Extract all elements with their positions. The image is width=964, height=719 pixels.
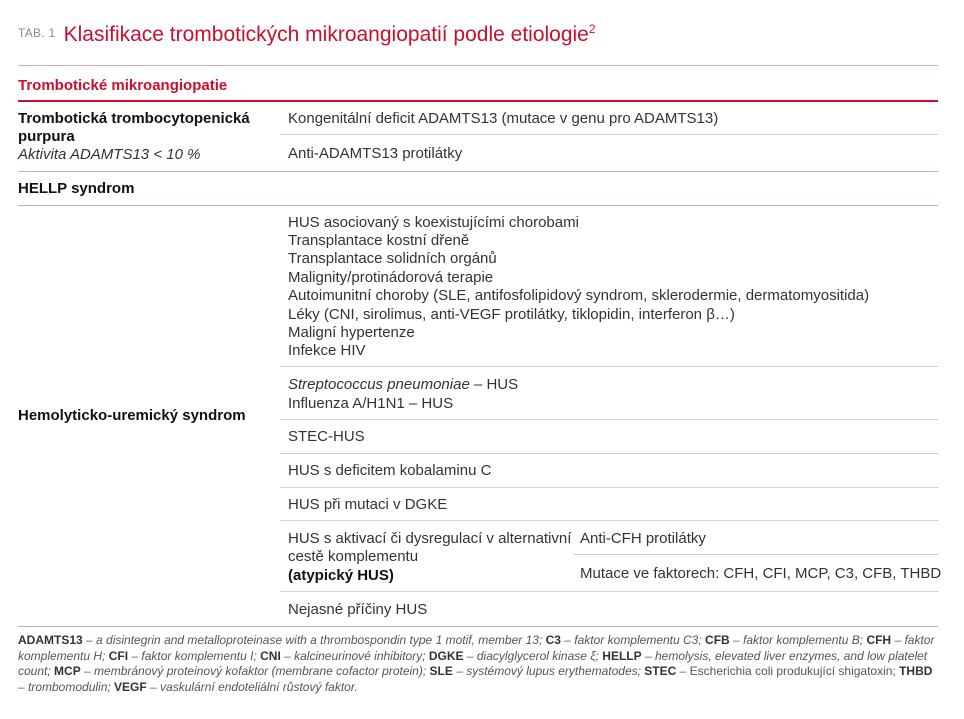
row-divider (280, 134, 938, 135)
hus-associated-item: Maligní hypertenze (288, 324, 415, 341)
footnote-def: – a disintegrin and metalloproteinase with a thrombospondin type 1 motif, member 13; (82, 633, 546, 647)
header-divider (18, 100, 938, 102)
footnote-def: – (676, 664, 690, 679)
footnote-def: – kalcineurinové inhibitory; (280, 648, 429, 663)
footnote-def: – trombomodulin; (18, 679, 115, 694)
footnote (18, 633, 940, 695)
hus-strep-suffix: – HUS (469, 376, 519, 393)
hus-complement-line1: HUS s aktivací či dysregulací v alternativní (288, 530, 572, 547)
ttp-cause-antibodies: Anti-ADAMTS13 protilátky (288, 145, 463, 162)
hus-complement-sub-mutations: Mutace ve faktorech: CFH, CFI, MCP, C3, CFB, THBD (580, 565, 942, 582)
row-divider (280, 419, 938, 420)
row-divider (280, 366, 938, 367)
row-divider (280, 591, 938, 592)
hus-stec: STEC-HUS (288, 428, 365, 445)
hus-associated-item: Léky (CNI, sirolimus, anti-VEGF protilátky, tiklopidin, interferon β…) (288, 306, 735, 323)
row-divider (18, 171, 938, 172)
footnote-def: – diacylglycerol kinase ξ; (463, 648, 603, 663)
table-title-text: Klasifikace trombotických mikroangiopatií podle etiologie (63, 23, 589, 46)
footnote-abbr: VEGF (114, 679, 147, 694)
hus-associated-item: Transplantace kostní dřeně (288, 232, 470, 249)
footnote-abbr: STEC (644, 664, 677, 679)
hus-unknown: Nejasné příčiny HUS (288, 601, 428, 618)
ttp-name-line1: Trombotická trombocytopenická (18, 110, 250, 127)
reference-mark: 2 (588, 22, 596, 36)
footnote-def: – faktor komplementu I; (128, 648, 261, 663)
hus-associated-item: Infekce HIV (288, 342, 366, 359)
footnote-abbr: C3 (545, 633, 561, 647)
footnote-abbr: CFB (705, 633, 730, 647)
table-bottom-rule (18, 626, 938, 627)
ttp-note: Aktivita ADAMTS13 < 10 % (18, 146, 201, 163)
hus-streptococcus (288, 376, 518, 395)
hus-associated-item: Transplantace solidních orgánů (288, 250, 497, 267)
footnote-abbr: DGKE (428, 648, 464, 663)
divider (18, 65, 938, 66)
hus-cobalamin: HUS s deficitem kobalaminu C (288, 462, 492, 479)
row-divider (18, 205, 938, 206)
ttp-cause-congenital: Kongenitální deficit ADAMTS13 (mutace v genu pro ADAMTS13) (288, 110, 719, 127)
footnote-def: – faktor komplementu C3; (560, 633, 706, 647)
hus-strep-organism: Streptococcus pneumoniae (288, 376, 470, 393)
hellp-name: HELLP syndrom (18, 180, 135, 197)
footnote-abbr: THBD (899, 664, 933, 679)
row-divider (280, 453, 938, 454)
hus-complement-atypical: (atypický HUS) (288, 567, 394, 584)
footnote-def: – systémový lupus erythematodes; (452, 664, 645, 679)
hus-influenza: Influenza A/H1N1 – HUS (288, 395, 454, 412)
hus-complement-sub-antibodies: Anti-CFH protilátky (580, 530, 706, 547)
footnote-def: – membránový proteinový kofaktor (membrane cofactor protein); (80, 664, 430, 679)
footnote-abbr: HELLP (602, 648, 642, 663)
footnote-def: – vaskulární endoteliální růstový faktor. (146, 679, 358, 694)
ttp-name-line2: purpura (18, 128, 75, 145)
table-title (64, 23, 596, 46)
row-divider (574, 554, 938, 555)
table-number: TAB. 1 (18, 26, 56, 40)
hus-associated-item: Autoimunitní choroby (SLE, antifosfolipidový syndrom, sklerodermie, dermatomyositida) (288, 287, 870, 304)
hus-name: Hemolyticko-uremický syndrom (18, 407, 246, 424)
footnote-abbr: CFI (108, 648, 129, 663)
footnote-abbr: CNI (260, 648, 281, 663)
hus-dgke: HUS při mutaci v DGKE (288, 496, 448, 513)
footnote-abbr: MCP (54, 664, 81, 679)
row-divider (280, 487, 938, 488)
hus-associated-item: Malignity/protinádorová terapie (288, 269, 494, 286)
footnote-def: – faktor komplementu H; (18, 633, 935, 663)
row-divider (280, 520, 938, 521)
footnote-def-plain: Escherichia coli produkující shigatoxin; (689, 664, 900, 679)
footnote-abbr: CFH (866, 633, 892, 647)
footnote-def: – faktor komplementu B; (729, 633, 867, 647)
footnote-abbr: ADAMTS13 (18, 633, 83, 647)
table-caption (18, 22, 596, 47)
hus-associated-item: HUS asociovaný s koexistujícími chorobami (288, 214, 579, 231)
footnote-def: – hemolysis, elevated liver enzymes, and low platelet count; (18, 648, 928, 679)
footnote-abbr: SLE (429, 664, 453, 679)
hus-complement-line2: cestě komplementu (288, 548, 419, 565)
table-header: Trombotické mikroangiopatie (18, 77, 228, 94)
